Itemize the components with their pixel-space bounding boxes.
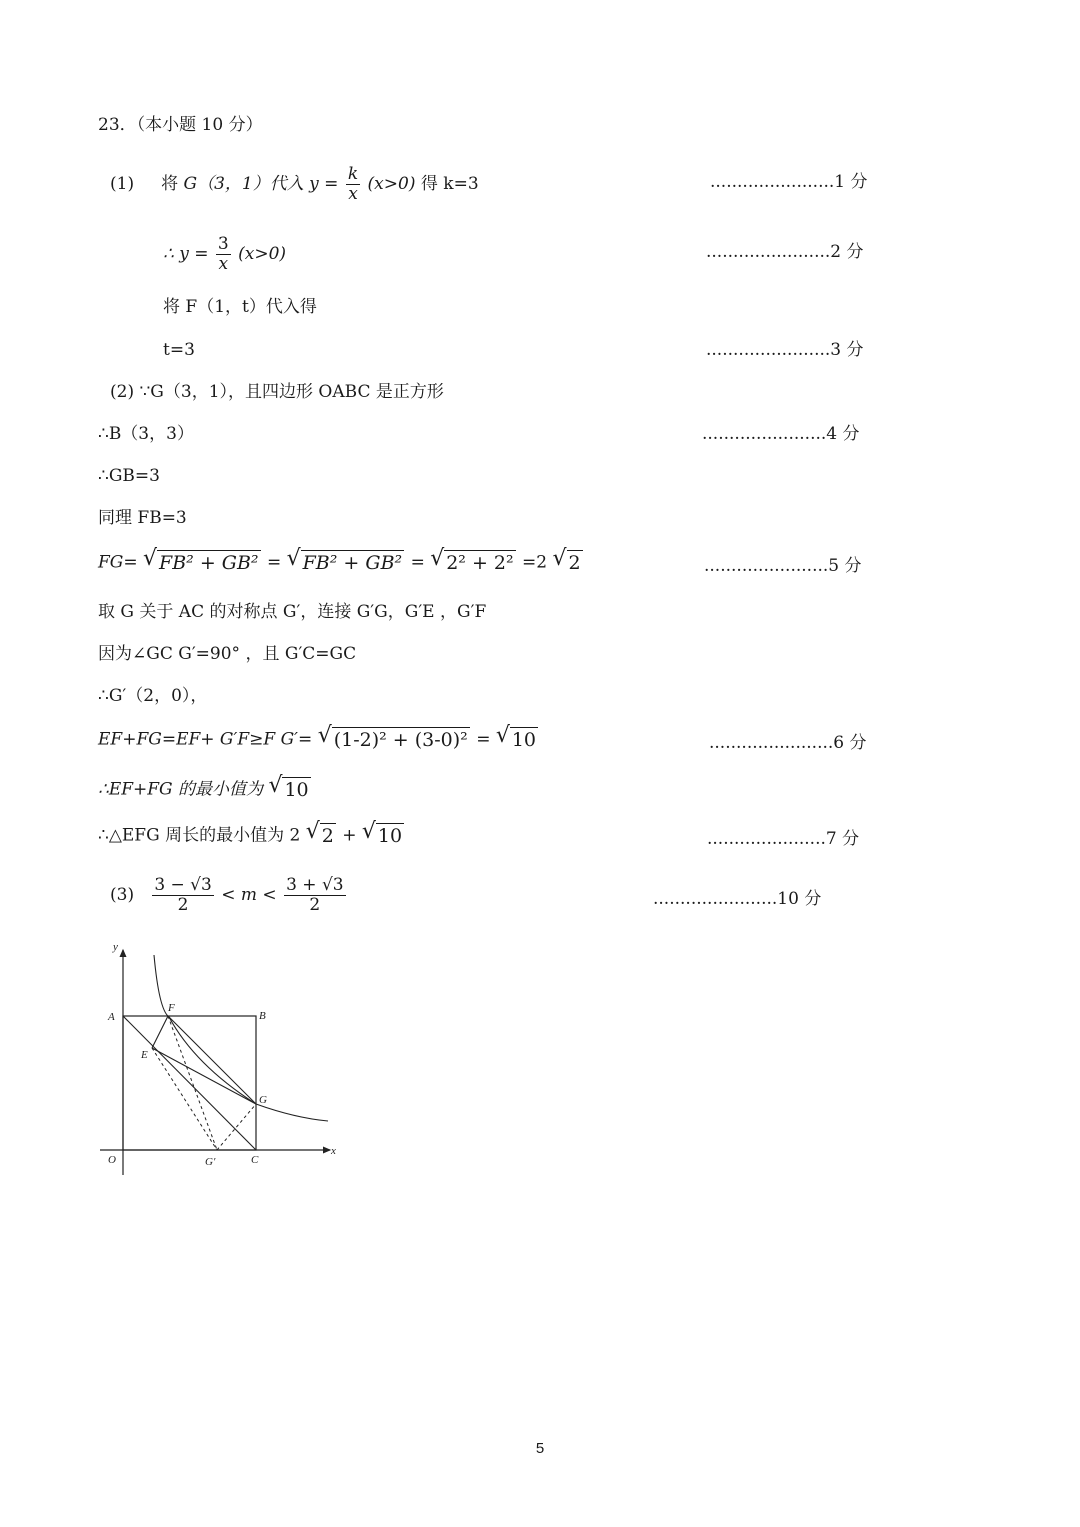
fraction-denominator: 2: [309, 895, 321, 915]
score-10: .......................10 分: [653, 889, 822, 909]
radical-1: [144, 550, 261, 576]
part1-line1-point: G（3，1）代入: [183, 174, 304, 194]
part2-line11-pre: ∴△EFG 周长的最小值为 2: [98, 825, 301, 846]
score-4: .......................4 分: [702, 424, 860, 444]
radicand-1: FB² + GB²: [159, 552, 259, 574]
part1-line2-pre: ∴ y =: [163, 244, 209, 264]
part2-line10-pre: ∴EF+FG 的最小值为: [98, 779, 264, 800]
part1-line1-pre: 将: [161, 174, 179, 194]
radicand-9: 10: [377, 825, 403, 847]
dashed-gp-g: [217, 1104, 256, 1150]
part1-line4: t=3: [163, 340, 195, 360]
part2-line6: 取 G 关于 AC 的对称点 G′，连接 G′G，G′E ，G′F: [98, 602, 487, 622]
fraction-numerator: 3 − √3: [154, 875, 212, 895]
part1-line1-cond: (x>0): [367, 174, 416, 194]
radical-8: [307, 823, 336, 849]
label-b: B: [259, 1010, 266, 1022]
part3-label: (3): [110, 885, 135, 905]
radical-4: [554, 550, 583, 576]
score-3: .......................3 分: [706, 340, 864, 360]
label-g: G: [259, 1094, 267, 1106]
part1-line2-cond: (x>0): [238, 244, 287, 264]
fg-eq2: =: [410, 552, 425, 573]
label-f: F: [168, 1002, 175, 1014]
page-number: 5: [535, 1440, 545, 1457]
fg-equation: [98, 550, 584, 576]
segment-eg: [152, 1048, 256, 1104]
part1-line1-lhs: y =: [309, 174, 339, 194]
fg-eq3: =2: [522, 552, 548, 573]
fraction-numerator: k: [347, 164, 359, 184]
part2-line1: (2) ∵G（3，1），且四边形 OABC 是正方形: [110, 382, 444, 402]
part2-line7: 因为∠GC G′=90° ，且 G′C=GC: [98, 644, 357, 664]
radicand-8: 2: [321, 825, 334, 847]
part3-left-fraction: [152, 876, 214, 915]
segment-fg: [168, 1016, 256, 1104]
label-x: x: [331, 1145, 336, 1157]
score-5: .......................5 分: [704, 556, 862, 576]
part2-line11-plus: +: [342, 825, 357, 846]
dashed-gp-e: [152, 1048, 217, 1150]
radical-3: [431, 550, 515, 576]
score-1: .......................1 分: [710, 172, 868, 192]
segment-ef: [152, 1016, 168, 1048]
geometry-figure: [95, 935, 355, 1185]
radicand-3: 2² + 2²: [446, 552, 514, 574]
label-e: E: [141, 1049, 148, 1061]
fg-eq1: =: [266, 552, 282, 573]
label-o: O: [108, 1154, 116, 1166]
part2-line2: ∴B（3，3）: [98, 424, 194, 444]
part2-line11: [98, 823, 405, 849]
part2-line8: ∴G′（2，0），: [98, 686, 208, 706]
radical-7: [269, 777, 310, 803]
label-c: C: [251, 1154, 259, 1166]
diagonal-ac: [123, 1016, 256, 1150]
ef-lhs: EF+FG=EF+ G′F≥F G′=: [98, 729, 313, 750]
radicand-5: (1-2)² + (3-0)²: [333, 729, 468, 751]
radicand-7: 10: [284, 779, 309, 801]
fraction-denominator: 2: [177, 895, 189, 915]
part3-line: [110, 876, 348, 915]
part1-line1-post: 得 k=3: [420, 174, 479, 194]
fraction-3-over-x: [216, 235, 231, 274]
score-6: .......................6 分: [709, 733, 867, 753]
ef-eq: =: [476, 729, 491, 750]
part2-line10: [98, 777, 312, 803]
label-a: A: [108, 1011, 115, 1023]
fg-lhs: FG=: [98, 552, 138, 573]
fraction-numerator: 3: [217, 234, 229, 254]
fraction-k-over-x: [346, 165, 360, 204]
problem-heading: 23．（本小题 10 分）: [98, 115, 263, 135]
radical-6: [497, 727, 538, 753]
part1-line3: 将 F（1，t）代入得: [163, 297, 317, 317]
ef-equation: [98, 727, 539, 753]
score-2: .......................2 分: [706, 242, 864, 262]
part3-mid: < m <: [221, 885, 277, 905]
radicand-4: 2: [568, 552, 581, 574]
dashed-gp-f: [168, 1016, 217, 1150]
radical-9: [363, 823, 404, 849]
fraction-denominator: x: [218, 254, 229, 274]
fraction-numerator: 3 + √3: [286, 875, 344, 895]
part1-label: (1): [110, 174, 135, 194]
part2-line3: ∴GB=3: [98, 466, 160, 486]
part1-line2: [163, 235, 286, 274]
label-g-prime: G′: [205, 1156, 216, 1168]
radicand-6: 10: [511, 729, 537, 751]
part3-right-fraction: [284, 876, 346, 915]
radicand-2: FB² + GB²: [302, 552, 403, 574]
score-7: ......................7 分: [707, 829, 860, 849]
fraction-denominator: x: [348, 184, 358, 204]
radical-5: [319, 727, 470, 753]
part1-line1: [110, 165, 479, 204]
label-y: y: [113, 941, 118, 953]
part2-line4: 同理 FB=3: [98, 508, 187, 528]
radical-2: [288, 550, 405, 576]
